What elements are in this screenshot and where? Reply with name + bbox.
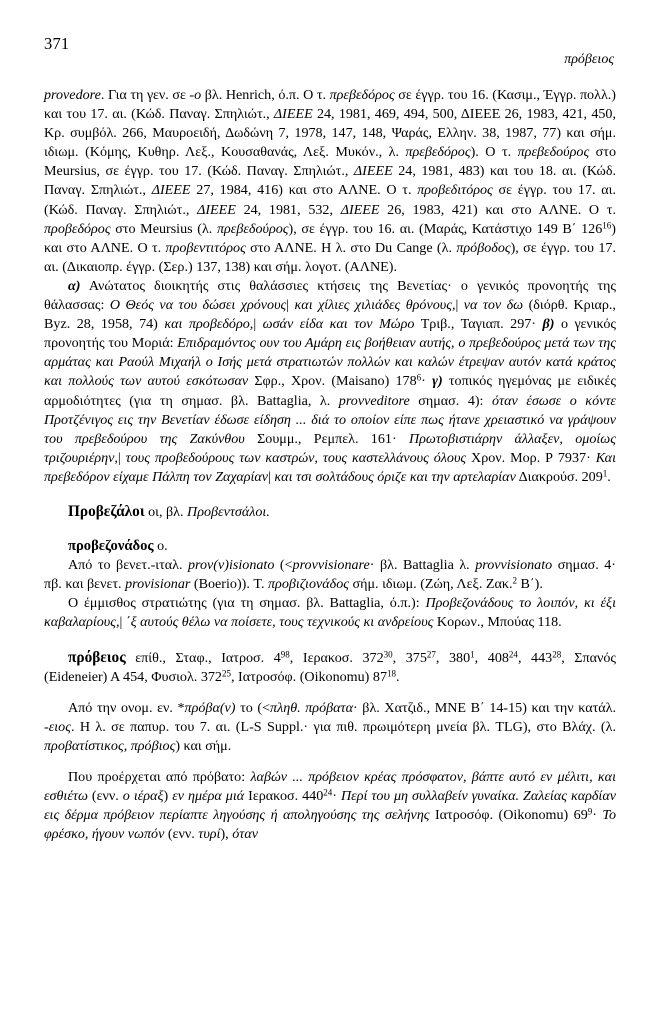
entry-proveios-sense: Που προέρχεται από πρόβατο: λαβών ... πρόβειον κρέας πρόσφατον, βάπτε αυτό εν μέλιτι, και εσθιέτω (ενν. ο ιέραξ) εν ημέρα μιά Ιερακοσ. $440^{24}\cdot \Pi\varepsilon\rho ί$ του μη συλλαβείν γυναίκα. Ζαλείας καρδίαν εις δέρμα πρόβειον περίαπτε ληγούσης ή αποληγούσης της σελήνης Ιατροσόφ. (Oikonomu) $69^9\cdot To$ φρέσκο, ήγουν νωπόν (ενν. τυρί), όταν [44, 769, 617, 843]
page-number: 371 [44, 34, 70, 53]
entry-provezonados-headword: προβεζονάδος ο. [68, 538, 168, 555]
entry-proveios-headword: πρόβειος επίθ., Σταφ., Ιατροσ. $4^{98}$, Ιερακοσ. $372^{30}$, $375^{27}$, $380^1$, $408^{24}$, $443^{28}$, Σπανός (Eideneier) Α 454, Φυσιολ. $372^{25}$, Ιατροσόφ. (Oikonomu) $87^{18}$. [44, 648, 617, 685]
entry-provezaloi: Προβεζάλοι οι, βλ. Προβεντσάλοι. [68, 502, 270, 520]
paragraph-senses-alpha-beta-gamma: α) Ανώτατος διοικητής στις θαλάσσιες κτήσεις της Βενετίας· ο γενικός προνοητής της θάλασσας: Ο Θεός να του δώσει χρόνους| και χίλιες χιλιάδες θρόνους,| να τον δω (διόρθ. Κριαρ., Byz. 28, 1958, 74) και προβεδόρο,| ωσάν είδα και τον Μώρο Τριβ., Ταγιαπ. 297· β) ο γενικός προνοητής του Μοριά: Επιδραμόντος ουν του Αμάρη εις βοήθειαν αυτής, ο πρεβεδούρος μετά των της αρμάτας και Ραούλ Μιχαήλ ο Ισής μετά στρατιωτών πολλών και καλών έτρεψαν αυτόν κατά κράτος και πολλούς των αυτού εσκότωσαν Σφρ., Χρον. (Maisano) $178^6\cdot \gamma$) τοπικός ηγεμόνας με ειδικές αρμοδιότητες (για τη σημασ. βλ. Battaglia, λ. provveditore σημασ. 4): όταν έσωσε ο κόντε Προτζένιγος εις την Βενετίαν έδωσε είδηση ... διά το οποίον είπε πως ήτανε χρειαστικό να γράψουν του πρεβεδούρου της Ζακύνθου Σουμμ., Ρεμπελ. 161· Πρωτοβιστιάρην άλλαξεν, ομοίως τριζουριέρην,| τους προβεδούρους των καστρών, τους καστελλάνους όλους Χρον. Μορ. Ρ 7937· Και πρεβεδόρον είχαμε Πάλπη τον Ζαχαρίαν| και τσι σολτάδους όριζε και την αρτελαρίαν Διακρούσ. $209^1$. [44, 277, 616, 485]
entry-proveios-etymology: Από την ονομ. εν. *πρόβα(ν) το (<πληθ. πρόβατα· βλ. Χατζιδ., ΜΝΕ Β΄ 14-15) και την κατάλ. -ειος. Η λ. σε παπυρ. του 7. αι. (L-S Suppl.· για πιθ. πρωιμότερη μνεία βλ. TLG), στο Βλάχ. (λ. προβατίστικος, πρόβιος) και σήμ. [44, 699, 617, 754]
running-head [564, 52, 614, 68]
paragraph-provedore-etymology: provedore. Για τη γεν. σε -o βλ. Henrich, ό.π. Ο τ. πρεβεδόρος σε έγγρ. του 16. (Κασιμ., Έγγρ. πολλ.) και του 17. αι. (Κώδ. Παναγ. Σπηλιώτ., ΔΙΕΕΕ 24, 1981, 469, 494, 500, ΔΙΕΕΕ 26, 1983, 421, 450, Κρ. συμβόλ. 266, Μαυροειδή, Δωδώνη 7, 1978, 147, 148, Ψαράς, Ελλην. 38, 1987, 77) και σήμ. ιδιωμ. (Κόμης, Κυθηρ. Λεξ., Κουσαθανάς, Λεξ. Μυκόν., λ. πρεβεδόρος). Ο τ. πρεβεδούρος στο Meursius, σε έγγρ. του 17. (Κώδ. Παναγ. Σπηλιώτ., ΔΙΕΕΕ 24, 1981, 483) και του 18. αι. (Κώδ. Παναγ. Σπηλιώτ., ΔΙΕΕΕ 27, 1984, 416) και στο ΑΛΝΕ. Ο τ. προβεδιτόρος σε έγγρ. του 17. αι. (Κώδ. Παναγ. Σπηλιώτ., ΔΙΕΕΕ 24, 1981, 532, ΔΙΕΕΕ 26, 1983, 421) και στο ΑΛΝΕ. Ο τ. προβεδόρος στο Meursius (λ. πρεβεδούρος), σε έγγρ. του 16. αι. (Μαράς, Κατάστιχο 149 Β΄ $126^{16}$) και στο ΑΛΝΕ. Ο τ. προβεντιτόρος στο ΑΛΝΕ. Η λ. στο Du Cange (λ. πρόβοδος), σε έγγρ. του 17. αι. (Δικαιοπρ. έγγρ. (Σερ.) 137, 138) και σήμ. λογοτ. (ΑΛΝΕ). [44, 87, 617, 275]
entry-provezonados-etymology: Από το βενετ.-ιταλ. prov(v)isionato (<provvisionare· βλ. Battaglia λ. provvisionato σημασ. 4· πβ. και βενετ. provisionar (Boerio)). Τ. προβιζιονάδος σήμ. ιδιωμ. (Ζώη, Λεξ. Ζακ.$^2$ Β΄). [44, 557, 616, 593]
page-header [0, 0, 658, 67]
entry-provezonados-sense: Ο έμμισθος στρατιώτης (για τη σημασ. βλ. Battaglia, ό.π.): Προβεζονάδους το λοιπόν, κι έξι καβαλαρίους,| ΄ξ αυτούς θέλω να ποίσετε, τους τεχνικούς κι ανδρείους Κορων., Μπούας 118. [44, 595, 616, 631]
running-head-text: πρόβειος [564, 52, 614, 67]
text-column [44, 86, 616, 844]
